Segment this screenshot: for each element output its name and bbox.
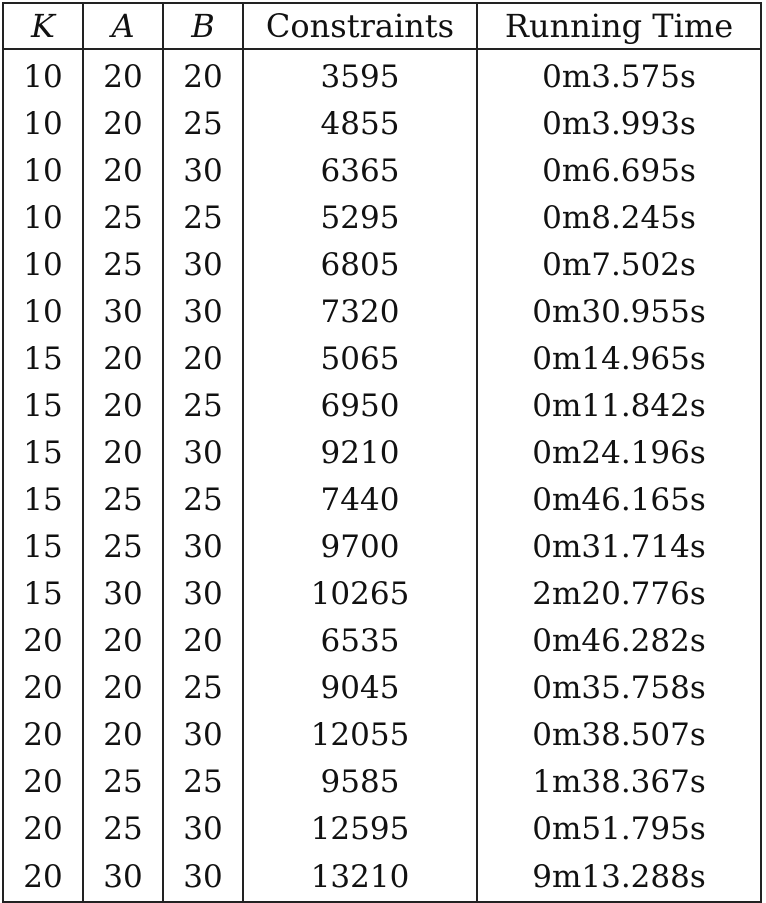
table-row — [3, 759, 761, 806]
cell-running-time: 0m35.758s — [477, 665, 761, 712]
cell-a: 20 — [83, 49, 163, 101]
cell-running-time: 0m30.955s — [477, 289, 761, 336]
cell-a: 20 — [83, 101, 163, 148]
cell-a: 25 — [83, 524, 163, 571]
cell-a: 25 — [83, 806, 163, 853]
cell-running-time: 0m3.575s — [477, 49, 761, 101]
cell-constraints: 6950 — [243, 383, 477, 430]
cell-constraints: 10265 — [243, 571, 477, 618]
results-table — [2, 2, 762, 903]
cell-k: 20 — [3, 712, 83, 759]
cell-b: 30 — [163, 148, 243, 195]
cell-a: 20 — [83, 712, 163, 759]
cell-running-time: 0m8.245s — [477, 195, 761, 242]
cell-b: 25 — [163, 665, 243, 712]
cell-a: 20 — [83, 618, 163, 665]
cell-a: 20 — [83, 383, 163, 430]
cell-b: 30 — [163, 430, 243, 477]
cell-running-time: 0m38.507s — [477, 712, 761, 759]
cell-b: 30 — [163, 806, 243, 853]
table-row — [3, 524, 761, 571]
cell-running-time: 0m51.795s — [477, 806, 761, 853]
cell-constraints: 7320 — [243, 289, 477, 336]
cell-b: 30 — [163, 712, 243, 759]
table-row — [3, 618, 761, 665]
cell-a: 20 — [83, 336, 163, 383]
cell-k: 15 — [3, 430, 83, 477]
cell-constraints: 6535 — [243, 618, 477, 665]
cell-b: 30 — [163, 571, 243, 618]
table-row — [3, 806, 761, 853]
cell-a: 20 — [83, 430, 163, 477]
cell-constraints: 9210 — [243, 430, 477, 477]
cell-constraints: 3595 — [243, 49, 477, 101]
table-row — [3, 49, 761, 101]
table-row — [3, 289, 761, 336]
cell-constraints: 13210 — [243, 853, 477, 902]
cell-k: 20 — [3, 665, 83, 712]
cell-k: 15 — [3, 477, 83, 524]
cell-constraints: 6365 — [243, 148, 477, 195]
table-header — [3, 3, 761, 49]
cell-k: 10 — [3, 148, 83, 195]
cell-a: 25 — [83, 242, 163, 289]
table-row — [3, 195, 761, 242]
cell-running-time: 0m46.282s — [477, 618, 761, 665]
cell-constraints: 7440 — [243, 477, 477, 524]
cell-b: 25 — [163, 759, 243, 806]
cell-constraints: 5065 — [243, 336, 477, 383]
table-row — [3, 383, 761, 430]
cell-k: 20 — [3, 806, 83, 853]
cell-b: 20 — [163, 49, 243, 101]
cell-constraints: 4855 — [243, 101, 477, 148]
table-body — [3, 49, 761, 902]
cell-running-time: 0m14.965s — [477, 336, 761, 383]
cell-a: 20 — [83, 665, 163, 712]
header-k: K — [3, 3, 83, 49]
table-row — [3, 571, 761, 618]
cell-k: 20 — [3, 759, 83, 806]
cell-b: 20 — [163, 618, 243, 665]
header-constraints: Constraints — [243, 3, 477, 49]
cell-running-time: 0m6.695s — [477, 148, 761, 195]
cell-a: 20 — [83, 148, 163, 195]
cell-k: 10 — [3, 101, 83, 148]
cell-a: 25 — [83, 759, 163, 806]
cell-k: 15 — [3, 524, 83, 571]
cell-constraints: 5295 — [243, 195, 477, 242]
header-b: B — [163, 3, 243, 49]
cell-constraints: 12055 — [243, 712, 477, 759]
cell-running-time: 0m11.842s — [477, 383, 761, 430]
cell-a: 25 — [83, 477, 163, 524]
cell-b: 20 — [163, 336, 243, 383]
cell-constraints: 9585 — [243, 759, 477, 806]
cell-b: 25 — [163, 477, 243, 524]
cell-b: 25 — [163, 383, 243, 430]
cell-k: 10 — [3, 242, 83, 289]
cell-constraints: 9700 — [243, 524, 477, 571]
cell-constraints: 9045 — [243, 665, 477, 712]
cell-k: 15 — [3, 571, 83, 618]
results-table-container — [2, 2, 760, 903]
cell-b: 30 — [163, 524, 243, 571]
header-running-time: Running Time — [477, 3, 761, 49]
cell-running-time: 0m24.196s — [477, 430, 761, 477]
table-row — [3, 148, 761, 195]
cell-k: 20 — [3, 618, 83, 665]
cell-k: 15 — [3, 383, 83, 430]
cell-running-time: 0m3.993s — [477, 101, 761, 148]
header-a: A — [83, 3, 163, 49]
cell-b: 25 — [163, 195, 243, 242]
cell-k: 10 — [3, 289, 83, 336]
cell-constraints: 6805 — [243, 242, 477, 289]
cell-b: 25 — [163, 101, 243, 148]
table-row — [3, 430, 761, 477]
cell-k: 15 — [3, 336, 83, 383]
cell-running-time: 0m46.165s — [477, 477, 761, 524]
table-row — [3, 853, 761, 902]
cell-b: 30 — [163, 242, 243, 289]
cell-a: 30 — [83, 853, 163, 902]
cell-k: 20 — [3, 853, 83, 902]
table-row — [3, 336, 761, 383]
table-row — [3, 101, 761, 148]
table-row — [3, 242, 761, 289]
cell-running-time: 9m13.288s — [477, 853, 761, 902]
cell-running-time: 0m7.502s — [477, 242, 761, 289]
cell-running-time: 0m31.714s — [477, 524, 761, 571]
table-row — [3, 712, 761, 759]
cell-k: 10 — [3, 49, 83, 101]
header-row — [3, 3, 761, 49]
cell-a: 30 — [83, 571, 163, 618]
cell-b: 30 — [163, 853, 243, 902]
cell-k: 10 — [3, 195, 83, 242]
cell-a: 25 — [83, 195, 163, 242]
cell-constraints: 12595 — [243, 806, 477, 853]
cell-b: 30 — [163, 289, 243, 336]
table-row — [3, 665, 761, 712]
table-row — [3, 477, 761, 524]
cell-a: 30 — [83, 289, 163, 336]
cell-running-time: 2m20.776s — [477, 571, 761, 618]
cell-running-time: 1m38.367s — [477, 759, 761, 806]
